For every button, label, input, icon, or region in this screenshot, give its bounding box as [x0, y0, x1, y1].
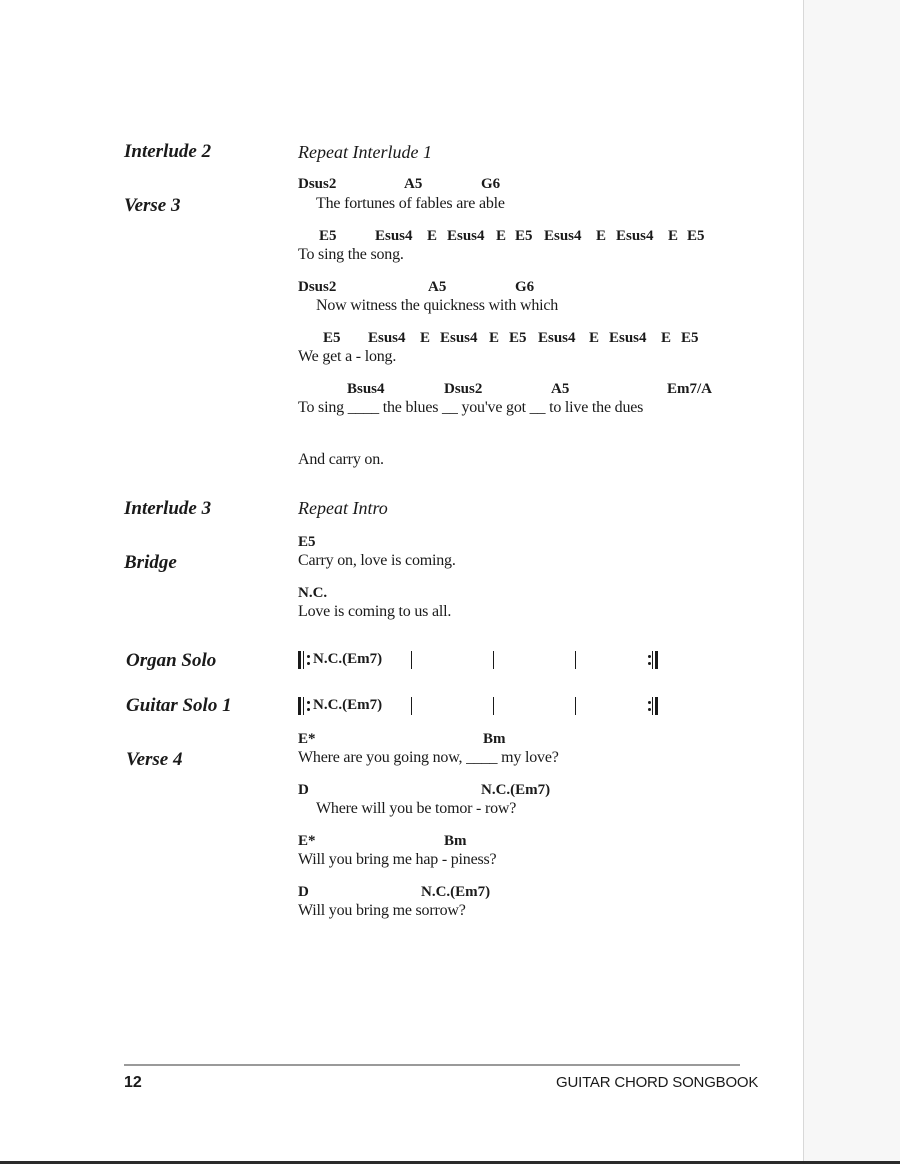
repeat-start-thick-bar: [298, 697, 301, 715]
section-label-organ-solo: Organ Solo: [126, 650, 217, 671]
chord: Dsus2: [298, 279, 337, 295]
repeat-dot: [307, 655, 310, 658]
page-number: 12: [124, 1074, 142, 1091]
chord: E: [496, 228, 507, 244]
repeat-dot: [307, 701, 310, 704]
chord: N.C.(Em7): [421, 884, 491, 900]
repeat-dot: [648, 655, 651, 658]
repeat-dot: [307, 662, 310, 665]
repeat-end-thick-bar: [655, 651, 658, 669]
section-note-interlude-3: Repeat Intro: [298, 498, 388, 518]
chord: E5: [509, 330, 527, 346]
chord: N.C.(Em7): [313, 651, 383, 667]
page-edge: [803, 0, 900, 1164]
chord: E: [489, 330, 500, 346]
lyric-line: We get a - long.: [298, 348, 397, 365]
chord: Esus4: [616, 228, 654, 244]
lyric-line: Carry on, love is coming.: [298, 552, 456, 569]
chord: D: [298, 884, 309, 900]
footer-rule: [124, 1064, 740, 1066]
lyric-line: And carry on.: [298, 451, 384, 468]
repeat-end-thick-bar: [655, 697, 658, 715]
chord: E: [420, 330, 431, 346]
barline: [493, 651, 494, 669]
chord: E5: [681, 330, 699, 346]
repeat-dot: [307, 708, 310, 711]
chord: Esus4: [544, 228, 582, 244]
section-label-guitar-solo-1: Guitar Solo 1: [126, 695, 232, 716]
repeat-dot: [648, 708, 651, 711]
chord: Bm: [483, 731, 506, 747]
repeat-start-thick-bar: [298, 651, 301, 669]
chord: E5: [515, 228, 533, 244]
barline: [575, 697, 576, 715]
lyric-line: Will you bring me sorrow?: [298, 902, 466, 919]
chord: G6: [515, 279, 535, 295]
chord: E*: [298, 731, 316, 747]
section-label-verse-4: Verse 4: [126, 749, 183, 770]
chord: E*: [298, 833, 316, 849]
chord: A5: [551, 381, 570, 397]
chord: Dsus2: [444, 381, 483, 397]
repeat-end-thin-bar: [652, 697, 653, 715]
lyric-line: Where will you be tomor - row?: [316, 800, 517, 817]
repeat-end-thin-bar: [652, 651, 653, 669]
section-label-verse-3: Verse 3: [124, 195, 181, 216]
chord: Esus4: [447, 228, 485, 244]
chord: E5: [298, 534, 316, 550]
chord: Esus4: [375, 228, 413, 244]
chord: Esus4: [368, 330, 406, 346]
lyric-line: Now witness the quickness with which: [316, 297, 559, 314]
chord: A5: [404, 176, 423, 192]
barline: [411, 651, 412, 669]
barline: [493, 697, 494, 715]
chord: N.C.(Em7): [313, 697, 383, 713]
repeat-start-thin-bar: [303, 651, 304, 669]
lyric-line: Where are you going now, ____ my love?: [298, 749, 559, 766]
chord: Em7/A: [667, 381, 712, 397]
chord: Esus4: [538, 330, 576, 346]
chord: E: [661, 330, 672, 346]
chord: Bsus4: [347, 381, 385, 397]
lyric-line: To sing the song.: [298, 246, 404, 263]
chord: Dsus2: [298, 176, 337, 192]
barline: [575, 651, 576, 669]
lyric-line: Love is coming to us all.: [298, 603, 452, 620]
section-note-interlude-2: Repeat Interlude 1: [298, 142, 432, 162]
repeat-dot: [648, 701, 651, 704]
repeat-start-thin-bar: [303, 697, 304, 715]
chord: E5: [687, 228, 705, 244]
lyric-line: To sing ____ the blues __ you've got __ to live the dues: [298, 399, 644, 416]
chord: E5: [323, 330, 341, 346]
chord: Esus4: [440, 330, 478, 346]
chord: D: [298, 782, 309, 798]
chord: E5: [319, 228, 337, 244]
lyric-line: Will you bring me hap - piness?: [298, 851, 497, 868]
section-label-interlude-2: Interlude 2: [124, 141, 212, 162]
chord: E: [589, 330, 600, 346]
chord: E: [668, 228, 679, 244]
chord: Bm: [444, 833, 467, 849]
chord: N.C.: [298, 585, 328, 601]
chord: Esus4: [609, 330, 647, 346]
chord: E: [427, 228, 438, 244]
book-title: GUITAR CHORD SONGBOOK: [556, 1074, 759, 1091]
section-label-bridge: Bridge: [124, 552, 177, 573]
chord: N.C.(Em7): [481, 782, 551, 798]
section-label-interlude-3: Interlude 3: [124, 498, 212, 519]
repeat-dot: [648, 662, 651, 665]
chord: A5: [428, 279, 447, 295]
chord: G6: [481, 176, 501, 192]
barline: [411, 697, 412, 715]
lyric-line: The fortunes of fables are able: [316, 195, 505, 212]
page-edge-line: [803, 0, 804, 1164]
chord: E: [596, 228, 607, 244]
